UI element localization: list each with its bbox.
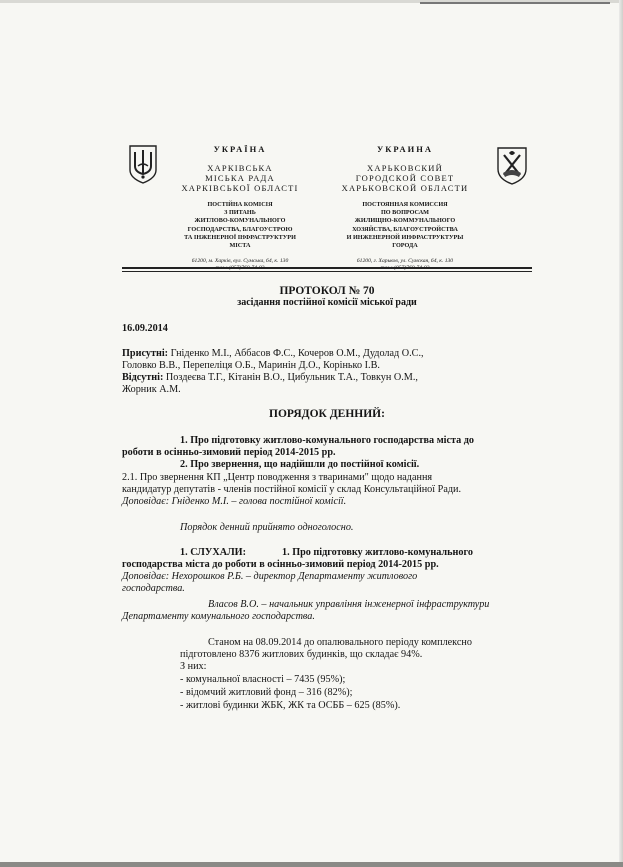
header-left-ukrainian	[170, 144, 310, 272]
body-para-1-line-2: підготовлено 8376 житлових будинків, що складає 94%.	[180, 649, 423, 660]
heard-topic-line-2: господарства міста до роботи в осінньо-зимовий період 2014-2015 рр.	[122, 559, 439, 570]
present-line-2: Головко В.В., Перепеліця О.Б., Маринін Д.О., Корінько І.В.	[122, 360, 380, 371]
agenda-item-2-1-line-1: 2.1. Про звернення КП „Центр поводження з тваринами" щодо надання	[122, 472, 433, 483]
agenda-item-2-1-speaker: Доповідає: Гніденко М.І. – голова постійної комісії.	[122, 496, 347, 507]
agenda-approved-note: Порядок денний прийнято одноголосно.	[180, 522, 354, 533]
scan-edge-bottom	[0, 862, 623, 867]
header-divider-thin	[122, 271, 532, 272]
agenda-heading: ПОРЯДОК ДЕННИЙ:	[269, 408, 385, 420]
commission-name: ПОСТОЯННАЯ КОМИССИЯ ПО ВОПРОСАМ ЖИЛИЩНО-КОММУНАЛЬНОГО ХОЗЯЙСТВА, БЛАГОУСТРОЙСТВА И ИНЖЕНЕРНОЙ ИНФРАСТРУКТУРЫ ГОРОДА	[346, 201, 464, 250]
body-bullet-2: - відомчий житловий фонд – 316 (82%);	[180, 687, 353, 698]
scan-artifact-line	[420, 2, 610, 4]
protocol-subtitle: засідання постійної комісії міської ради	[237, 297, 417, 308]
heard-topic-line-1: 1. Про підготовку житлово-комунального	[282, 547, 473, 558]
speaker-2-line-1: Власов В.О. – начальник управління інженерної інфраструктури	[208, 599, 490, 610]
present-line-1: Присутні: Гніденко М.І., Аббасов Ф.С., Кочеров О.М., Дудолад О.С.,	[122, 348, 424, 359]
trident-coat-of-arms-icon	[128, 144, 158, 184]
present-label: Присутні:	[122, 348, 169, 359]
commission-address: 61200, г. Харьков, ул. Сумская, 64, к. 130	[356, 258, 454, 265]
kharkiv-city-coat-of-arms-icon	[495, 145, 529, 185]
absent-label: Відсутні:	[122, 372, 164, 383]
speaker-2-line-2: Департаменту комунального господарства.	[122, 611, 315, 622]
body-bullet-1: - комунальної власності – 7435 (95%);	[180, 674, 346, 685]
agenda-item-1-line-2: роботи в осінньо-зимовий період 2014-2015 рр.	[122, 447, 336, 458]
commission-name: ПОСТІЙНА КОМІСІЯ З ПИТАНЬ ЖИТЛОВО-КОМУНАЛЬНОГО ГОСПОДАРСТВА, БЛАГОУСТРОЮ ТА ІНЖЕНЕРНОЇ ІНФРАСТРУКТУРИ МІСТА	[184, 201, 296, 250]
protocol-title: ПРОТОКОЛ № 70	[279, 285, 375, 297]
council-name: ХАРКІВСЬКА МІСЬКА РАДА ХАРКІВСЬКОЇ ОБЛАСТІ	[181, 163, 299, 193]
body-from-them: З них:	[180, 661, 207, 672]
header-right-russian	[325, 144, 485, 272]
body-para-1-line-1: Станом на 08.09.2014 до опалювального періоду комплексно	[208, 637, 472, 648]
body-bullet-3: - житлові будинки ЖБК, ЖК та ОСББ – 625 (85%).	[180, 700, 401, 711]
scan-edge-right	[619, 0, 623, 867]
agenda-item-1-line-1: 1. Про підготовку житлово-комунального господарства міста до	[180, 435, 475, 446]
commission-address: 61200, м. Харків, вул. Сумська, 64, к. 130	[191, 258, 289, 265]
speaker-1-line-1: Доповідає: Нехорошков Р.Б. – директор Департаменту житлового	[122, 571, 418, 582]
protocol-date: 16.09.2014	[122, 323, 168, 334]
agenda-item-2-1-line-2: кандидатур депутатів - членів постійної комісії у склад Консультаційної Ради.	[122, 484, 462, 495]
agenda-item-2: 2. Про звернення, що надійшли до постійної комісії.	[180, 459, 420, 470]
absent-line-1: Відсутні: Поздеєва Т.Г., Кітанін В.О., Цибульник Т.А., Товкун О.М.,	[122, 372, 418, 383]
council-name: ХАРЬКОВСКИЙ ГОРОДСКОЙ СОВЕТ ХАРЬКОВСКОЙ ОБЛАСТИ	[341, 163, 469, 193]
country-name: УКРАИНА	[376, 144, 433, 154]
speaker-1-line-2: господарства.	[122, 583, 185, 594]
absent-line-2: Жорник А.М.	[122, 384, 181, 395]
heard-label: 1. СЛУХАЛИ:	[180, 547, 246, 558]
header-divider	[122, 267, 532, 269]
country-name: УКРАЇНА	[213, 144, 267, 154]
